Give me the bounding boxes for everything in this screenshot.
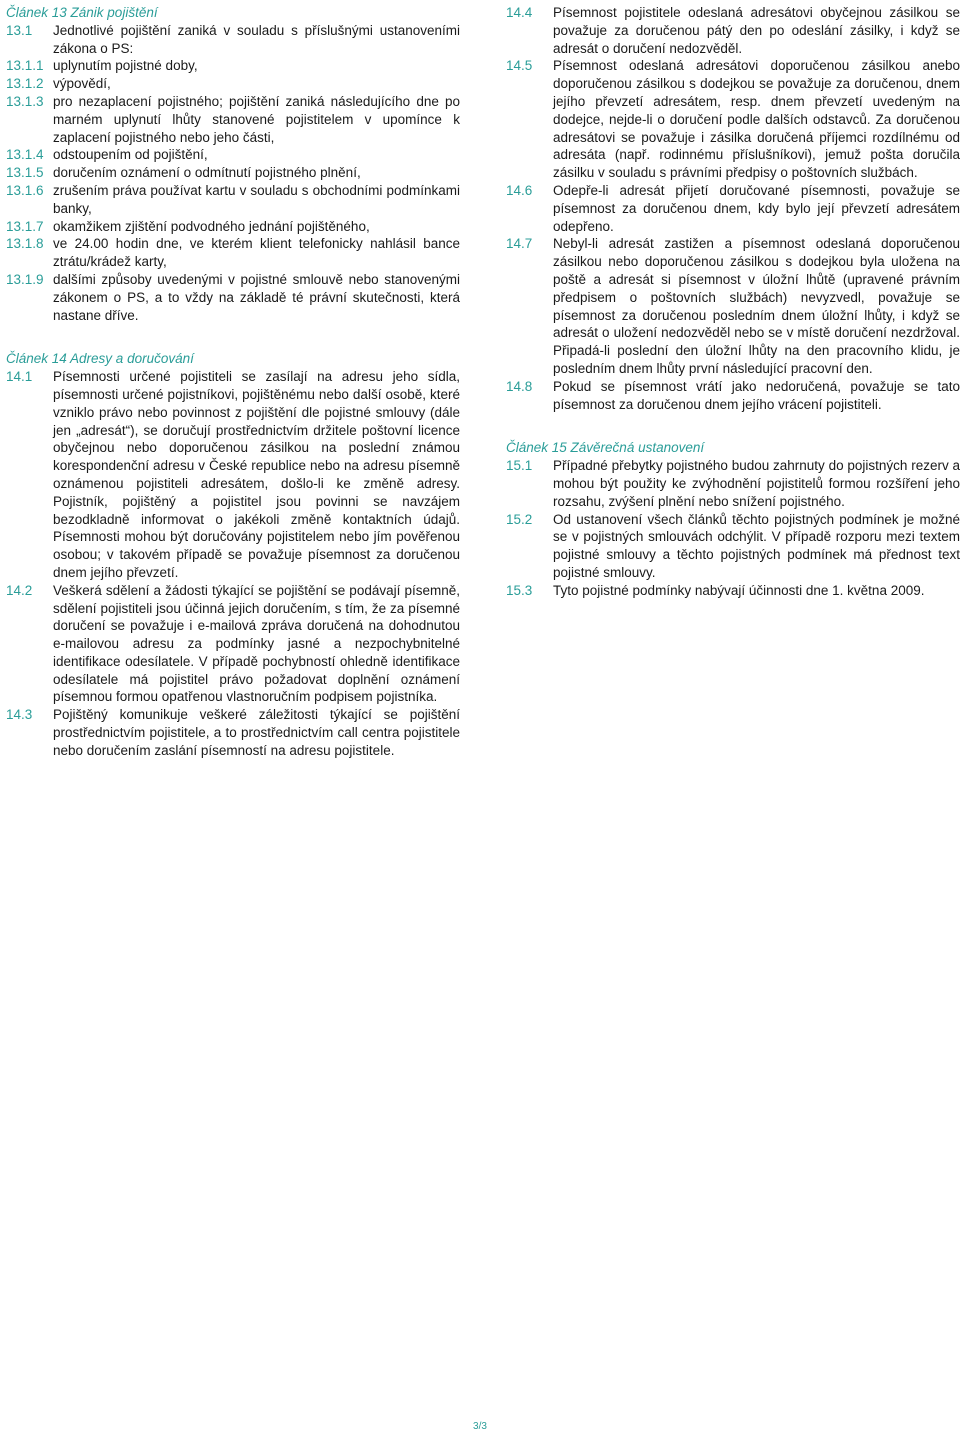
clause-13-1-4 [6,146,460,164]
clause-text: Písemnosti určené pojistiteli se zasílají na adresu jeho sídla, písemnosti určené pojistníkovi, pojištěnému nebo další osobě, které vzniklo právo nebo povinnost z pojištění dle pojistné smlouvy (dále jen „adresát“), se doručují prostřednictvím držitele poštovní licence obyčejnou nebo doporučenou zásilkou na poslední známou korespondenční adresu v České republice nebo na adresu písemně oznámenou pojistiteli adresátem, došlo-li ke změně adresy. Pojistník, pojištěný a pojistitel jsou povinni se navzájem bezodkladně informovat o jakékoli změně kontaktních údajů. Písemnosti mohou být doručovány pojistitelem nebo jím pověřenou osobou; v takovém případě se považuje písemnost za doručenou dnem jejího převzetí. [53,369,460,580]
clause-text: zrušením práva používat kartu v souladu s obchodními podmínkami banky, [53,182,460,216]
clause-text: odstoupením od pojištění, [53,147,208,163]
clause-number: 13.1.2 [6,76,44,92]
clause-text: Tyto pojistné podmínky nabývají účinnosti dne 1. května 2009. [553,582,925,598]
clause-number: 13.1.3 [6,93,44,109]
clause-number: 15.3 [506,582,533,598]
clause-number: 14.5 [506,58,533,74]
clause-number: 14.4 [506,5,533,20]
clause-number: 13.1.6 [6,182,44,198]
clause-14-8 [506,378,960,414]
clause-text: Písemnost pojistitele odeslaná adresátovi obyčejnou zásilkou se považuje za doručenou pátý den po odeslání zásilky, i když se adresát o doručení nedozvěděl. [553,5,960,56]
clause-text: Jednotlivé pojištění zaniká v souladu s příslušnými ustanoveními zákona o PS: [53,22,460,56]
clause-13-1-7 [6,218,460,236]
article-15-heading: Článek 15 Závěrečná ustanovení [506,440,705,456]
clause-number: 14.8 [506,378,533,394]
clause-15-3 [506,582,960,600]
clause-13-1-1 [6,57,460,75]
clause-13-1-9 [6,271,460,324]
clause-number: 14.7 [506,236,533,252]
clause-13-1 [6,22,460,58]
clause-text: uplynutím pojistné doby, [53,58,198,74]
clause-14-6 [506,182,960,235]
clause-13-1-2 [6,75,460,93]
clause-15-2 [506,511,960,582]
clause-text: Od ustanovení všech článků těchto pojistných podmínek je možné se v pojistných smlouvách odchýlit. V případě rozporu mezi textem pojistné smlouvy a těchto pojistných podmínek má přednost text pojistné smlouvy. [553,511,960,580]
clause-13-1-3 [6,93,460,146]
clause-number: 13.1.9 [6,271,44,287]
clause-15-1 [506,457,960,510]
clause-number: 14.2 [6,582,33,598]
clause-14-7 [506,235,960,377]
clause-number: 13.1 [6,22,33,38]
page-number: 3/3 [473,1421,487,1432]
clause-text: ve 24.00 hodin dne, ve kterém klient telefonicky nahlásil bance ztrátu/krádež karty, [53,236,460,270]
right-column [506,4,960,600]
clause-text: Písemnost odeslaná adresátovi doporučenou zásilkou anebo doporučenou zásilkou s dodejkou se považuje za doručenou, dnem jejího převzetí adresátem, resp. dnem převzetí uvedeným na dodejce, nejde-li o doručení podle dalších odstavců. Za doručenou adresátovi se považuje i zásilka doručená příjemci rozdílnému od adresáta (např. rodinnému příslušníkovi), jemuž pošta doručila zásilku v souladu s právními předpisy o poštovních službách. [553,58,960,181]
clause-text: Odepře-li adresát přijetí doručované písemnosti, považuje se písemnost za doručenou dnem, kdy bylo její převzetí adresátem odepřeno. [553,182,960,234]
clause-number: 14.1 [6,369,33,385]
clause-number: 13.1.5 [6,165,44,181]
clause-14-1 [6,368,460,582]
clause-text: pro nezaplacení pojistného; pojištění zaniká následujícího dne po marném uplynutí lhůty stanovené pojistitelem v upomínce k zaplacení pojistného nebo jeho části, [53,93,460,145]
article-14-heading: Článek 14 Adresy a doručování [6,351,194,367]
clause-text: dalšími způsoby uvedenými v pojistné smlouvě nebo stanovenými zákonem o PS, a to vždy na základě té právní skutečnosti, která nastane dříve. [53,271,460,323]
clause-13-1-5 [6,164,460,182]
clause-text: okamžikem zjištění podvodného jednání pojištěného, [53,218,370,234]
clause-number: 13.1.7 [6,218,44,234]
clause-text: Nebyl-li adresát zastižen a písemnost odeslaná doporučenou zásilkou nebo doporučenou zásilkou s dodejkou byla uložena na poště a adresát si písemnost v úložní lhůtě (upravené právním předpisem o poštovních službách) nevyzvedl, považuje se písemnost za doručenou posledním dnem úložní lhůty, i když se adresát o uložení nedozvěděl nebo se v místě doručení nezdržoval. Připadá-li poslední den úložní lhůty na den pracovního klidu, je posledním dnem lhůty první následující pracovní den. [553,236,960,376]
clause-text: doručením oznámení o odmítnutí pojistného plnění, [53,165,361,181]
clause-13-1-6 [6,182,460,218]
clause-14-2 [6,582,460,707]
clause-number: 14.6 [506,182,533,198]
left-column [6,4,460,760]
clause-number: 13.1.4 [6,147,44,163]
clause-text: výpovědí, [53,76,111,92]
clause-text: Pokud se písemnost vrátí jako nedoručená, považuje se tato písemnost za doručenou dnem jejího vrácení pojistiteli. [553,378,960,412]
clause-13-1-8 [6,235,460,271]
clause-text: Pojištěný komunikuje veškeré záležitosti týkající se pojištění prostřednictvím pojistitele, a to prostřednictvím call centra pojistitele nebo doručením zaslání písemností na adresu pojistitele. [53,707,460,758]
clause-number: 13.1.1 [6,58,44,74]
clause-14-4 [506,4,960,57]
clause-number: 15.1 [506,458,533,474]
clause-14-3 [6,706,460,759]
article-13-heading: Článek 13 Zánik pojištění [6,5,158,20]
clause-number: 14.3 [6,707,33,723]
clause-text: Veškerá sdělení a žádosti týkající se pojištění se podávají písemně, sdělení pojistiteli jsou účinná jejich doručením, s tím, že za písemné doručení se považuje i e-mailová zpráva doručená na dohodnutou e-mailovou adresu za podmínky jasné a nezpochybnitelné identifikace odesílatele. V případě pochybností ohledně identifikace odesílatele má pojistitel právo požadovat doplnění oznámení písemnou formou opatřenou vlastnoručním podpisem pojistníka. [53,582,460,705]
clause-14-5 [506,57,960,182]
clause-number: 13.1.8 [6,236,44,252]
clause-text: Případné přebytky pojistného budou zahrnuty do pojistných rezerv a mohou být použity ke zvýhodnění pojistitelů formou rozšíření jeho rozsahu, zvýšení plnění nebo snížení pojistného. [553,458,960,509]
clause-number: 15.2 [506,511,533,527]
